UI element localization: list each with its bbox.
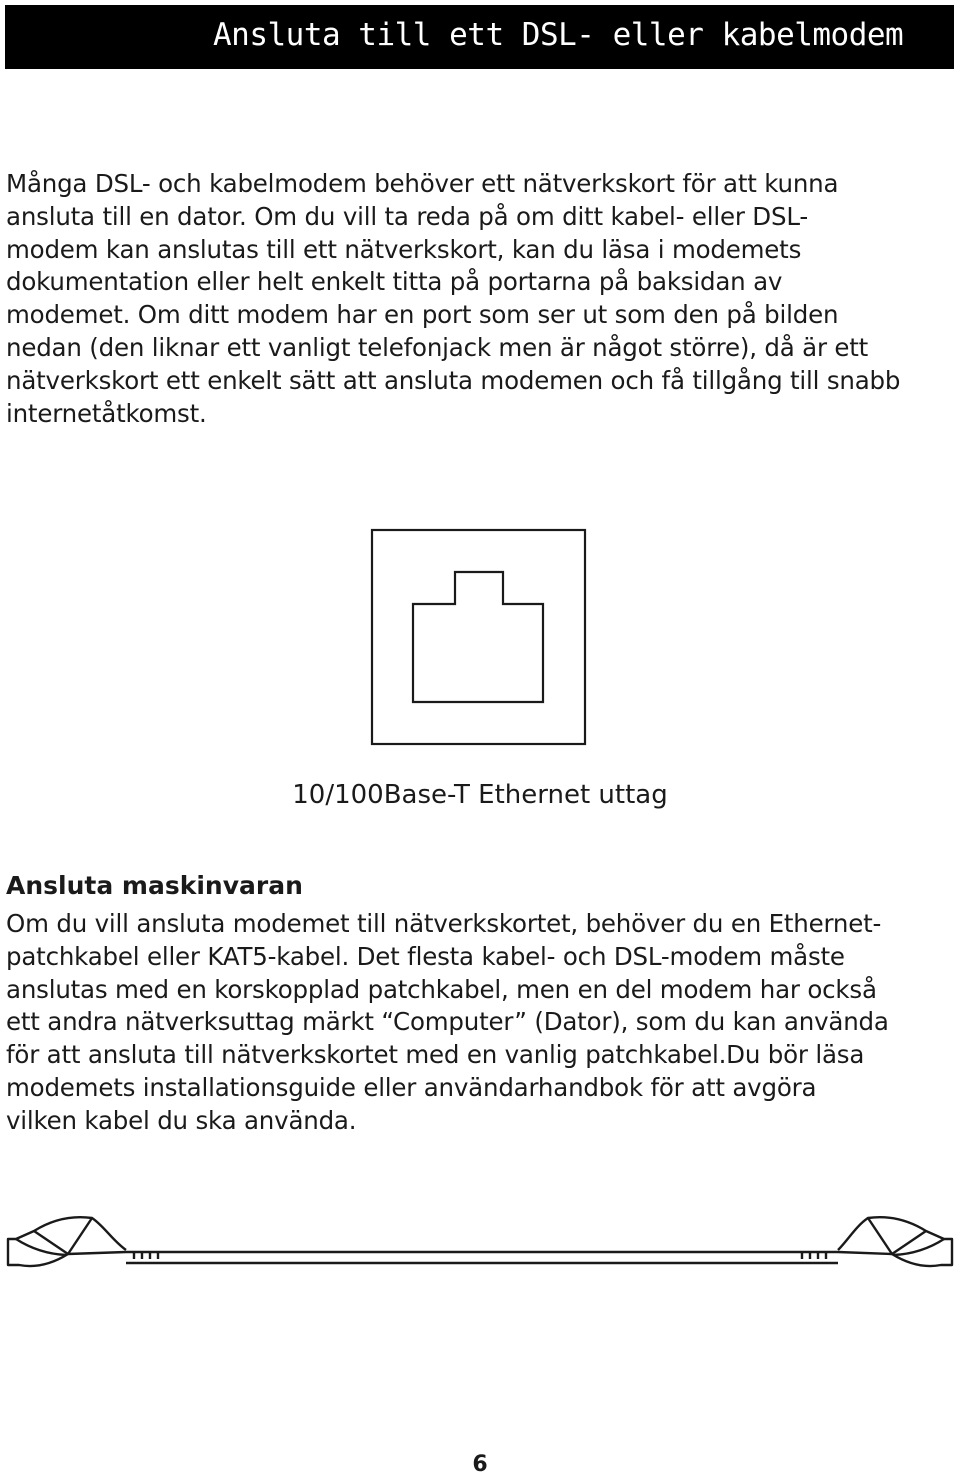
intro-line: ansluta till en dator. Om du vill ta reda på om ditt kabel- eller DSL- xyxy=(6,201,808,231)
intro-line: nätverkskort ett enkelt sätt att ansluta modemen och få tillgång till snabb xyxy=(6,365,901,395)
intro-line: Många DSL- och kabelmodem behöver ett nätverkskort för att kunna xyxy=(6,169,839,198)
section-line: ett andra nätverksuttag märkt “Computer” (Dator), som du kan använda xyxy=(6,1007,889,1037)
intro-line: nedan (den liknar ett vanligt telefonjack men är något större), då är ett xyxy=(6,332,869,362)
section-heading: Ansluta maskinvaran xyxy=(6,871,303,900)
section-line: modemets installationsguide eller användarhandbok för att avgöra xyxy=(6,1072,817,1102)
intro-line: dokumentation eller helt enkelt titta på portarna på baksidan av xyxy=(6,267,783,297)
section-line: Om du vill ansluta modemet till nätverkskortet, behöver du en Ethernet- xyxy=(6,909,882,938)
section-line: patchkabel eller KAT5-kabel. Det flesta kabel- och DSL-modem måste xyxy=(6,941,845,971)
page-number: 6 xyxy=(472,1452,488,1477)
section-line: anslutas med en korskopplad patchkabel, men en del modem har också xyxy=(6,974,877,1004)
figure-caption: 10/100Base-T Ethernet uttag xyxy=(292,780,668,810)
ethernet-port-illustration xyxy=(370,528,588,746)
page-title: Ansluta till ett DSL- eller kabelmodem xyxy=(213,17,904,53)
ethernet-cable-illustration xyxy=(0,1208,960,1280)
section-line: vilken kabel du ska använda. xyxy=(6,1105,357,1135)
intro-line: internetåtkomst. xyxy=(6,398,207,428)
section-line: för att ansluta till nätverkskortet med en vanlig patchkabel.Du bör läsa xyxy=(6,1040,865,1070)
intro-line: modem kan anslutas till ett nätverkskort, kan du läsa i modemets xyxy=(6,234,802,264)
intro-paragraph xyxy=(6,168,956,430)
section-paragraph xyxy=(6,908,956,1138)
header-bar xyxy=(5,5,954,69)
intro-line: modemet. Om ditt modem har en port som ser ut som den på bilden xyxy=(6,300,839,330)
